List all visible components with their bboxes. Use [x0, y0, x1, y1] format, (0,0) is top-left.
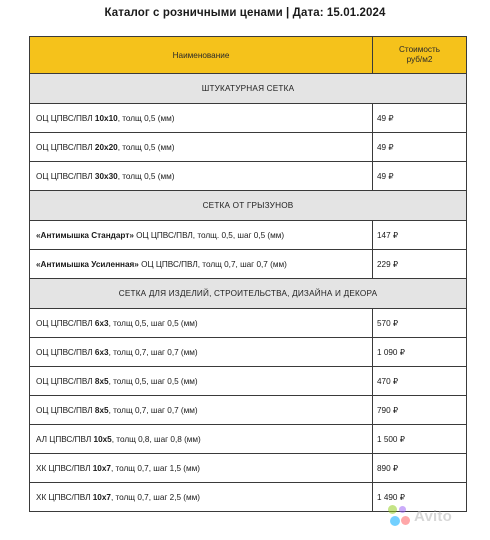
- product-name-prefix: ОЦ ЦПВС/ПВЛ: [36, 347, 95, 357]
- product-name-prefix: ХК ЦПВС/ПВЛ: [36, 463, 93, 473]
- table-row: [30, 396, 467, 425]
- product-name-prefix: ОЦ ЦПВС/ПВЛ: [36, 171, 95, 181]
- product-name-suffix: ОЦ ЦПВС/ПВЛ, толщ 0,7, шаг 0,7 (мм): [138, 259, 287, 269]
- product-name-suffix: , толщ 0,7, шаг 1,5 (мм): [110, 463, 201, 473]
- product-name-cell: [30, 309, 373, 338]
- product-name-suffix: , толщ 0,5, шаг 0,5 (мм): [108, 376, 198, 386]
- price-cell: 49 ₽: [373, 162, 467, 191]
- product-name-suffix: , толщ 0,7, шаг 0,7 (мм): [108, 347, 198, 357]
- avito-watermark: [388, 502, 480, 530]
- section-header-row: [30, 74, 467, 104]
- column-header-price: [373, 37, 467, 74]
- product-name-highlight: 30х30: [94, 171, 118, 181]
- product-name-highlight: 6х3: [94, 347, 109, 357]
- price-cell: 570 ₽: [373, 309, 467, 338]
- section-title: СЕТКА ДЛЯ ИЗДЕЛИЙ, СТРОИТЕЛЬСТВА, ДИЗАЙНА И ДЕКОРА: [30, 279, 467, 309]
- product-name-suffix: , толщ 0,8, шаг 0,8 (мм): [111, 434, 201, 444]
- column-header-name: Наименование: [30, 37, 373, 74]
- price-cell: 1 090 ₽: [373, 338, 467, 367]
- column-header-price-line2: руб/м2: [406, 55, 433, 64]
- product-name-prefix: ОЦ ЦПВС/ПВЛ: [36, 142, 95, 152]
- price-table-body: [30, 37, 467, 512]
- product-name-prefix: ОЦ ЦПВС/ПВЛ: [36, 113, 95, 123]
- table-row: [30, 367, 467, 396]
- product-name-cell: [30, 396, 373, 425]
- table-row: [30, 454, 467, 483]
- product-name-highlight: 10х7: [92, 492, 111, 502]
- table-row: [30, 133, 467, 162]
- product-name-suffix: ОЦ ЦПВС/ПВЛ, толщ. 0,5, шаг 0,5 (мм): [133, 230, 285, 240]
- avito-logo-icon: [388, 505, 410, 527]
- product-name-suffix: , толщ 0,7, шаг 2,5 (мм): [110, 492, 201, 502]
- price-cell: 790 ₽: [373, 396, 467, 425]
- table-row: [30, 221, 467, 250]
- page-title: Каталог с розничными ценами | Дата: 15.01.2024: [104, 7, 386, 19]
- product-name-prefix: ОЦ ЦПВС/ПВЛ: [36, 318, 95, 328]
- product-name-cell: [30, 454, 373, 483]
- table-row: [30, 338, 467, 367]
- product-name-suffix: , толщ 0,5 (мм): [117, 113, 175, 123]
- column-header-price-line1: Стоимость: [399, 44, 440, 54]
- product-name-highlight: 8х5: [94, 405, 109, 415]
- product-name-suffix: , толщ 0,5 (мм): [117, 142, 175, 152]
- product-name-cell: [30, 133, 373, 162]
- product-name-highlight: 20х20: [94, 142, 118, 152]
- price-cell: 1 490 ₽: [373, 483, 467, 512]
- product-name-highlight: 10х5: [93, 434, 112, 444]
- section-title: ШТУКАТУРНАЯ СЕТКА: [30, 74, 467, 104]
- product-name-prefix: ХК ЦПВС/ПВЛ: [36, 492, 93, 502]
- product-name-highlight: 8х5: [94, 376, 109, 386]
- product-name-cell: [30, 250, 373, 279]
- section-title: СЕТКА ОТ ГРЫЗУНОВ: [30, 191, 467, 221]
- product-name-cell: [30, 425, 373, 454]
- product-name-prefix: ОЦ ЦПВС/ПВЛ: [36, 405, 95, 415]
- product-name-highlight: «Антимышка Стандарт»: [36, 230, 134, 240]
- price-cell: 470 ₽: [373, 367, 467, 396]
- table-row: [30, 104, 467, 133]
- product-name-cell: [30, 162, 373, 191]
- product-name-cell: [30, 338, 373, 367]
- product-name-highlight: 10х7: [92, 463, 111, 473]
- product-name-highlight: 6х3: [94, 318, 109, 328]
- price-cell: 229 ₽: [373, 250, 467, 279]
- price-cell: 890 ₽: [373, 454, 467, 483]
- price-cell: 49 ₽: [373, 104, 467, 133]
- price-cell: 1 500 ₽: [373, 425, 467, 454]
- product-name-prefix: АЛ ЦПВС/ПВЛ: [36, 434, 94, 444]
- product-name-cell: [30, 367, 373, 396]
- product-name-suffix: , толщ 0,5 (мм): [117, 171, 175, 181]
- product-name-cell: [30, 104, 373, 133]
- product-name-highlight: 10х10: [94, 113, 118, 123]
- section-header-row: [30, 279, 467, 309]
- table-row: [30, 309, 467, 338]
- table-header-row: [30, 37, 467, 74]
- table-row: [30, 425, 467, 454]
- product-name-prefix: ОЦ ЦПВС/ПВЛ: [36, 376, 95, 386]
- product-name-suffix: , толщ 0,7, шаг 0,7 (мм): [108, 405, 198, 415]
- product-name-highlight: «Антимышка Усиленная»: [36, 259, 139, 269]
- section-header-row: [30, 191, 467, 221]
- watermark-text: Avito: [414, 507, 452, 525]
- table-row: [30, 162, 467, 191]
- price-cell: 147 ₽: [373, 221, 467, 250]
- product-name-cell: [30, 483, 373, 512]
- table-row: [30, 250, 467, 279]
- product-name-cell: [30, 221, 373, 250]
- price-table: [29, 36, 467, 512]
- product-name-suffix: , толщ 0,5, шаг 0,5 (мм): [108, 318, 198, 328]
- price-cell: 49 ₽: [373, 133, 467, 162]
